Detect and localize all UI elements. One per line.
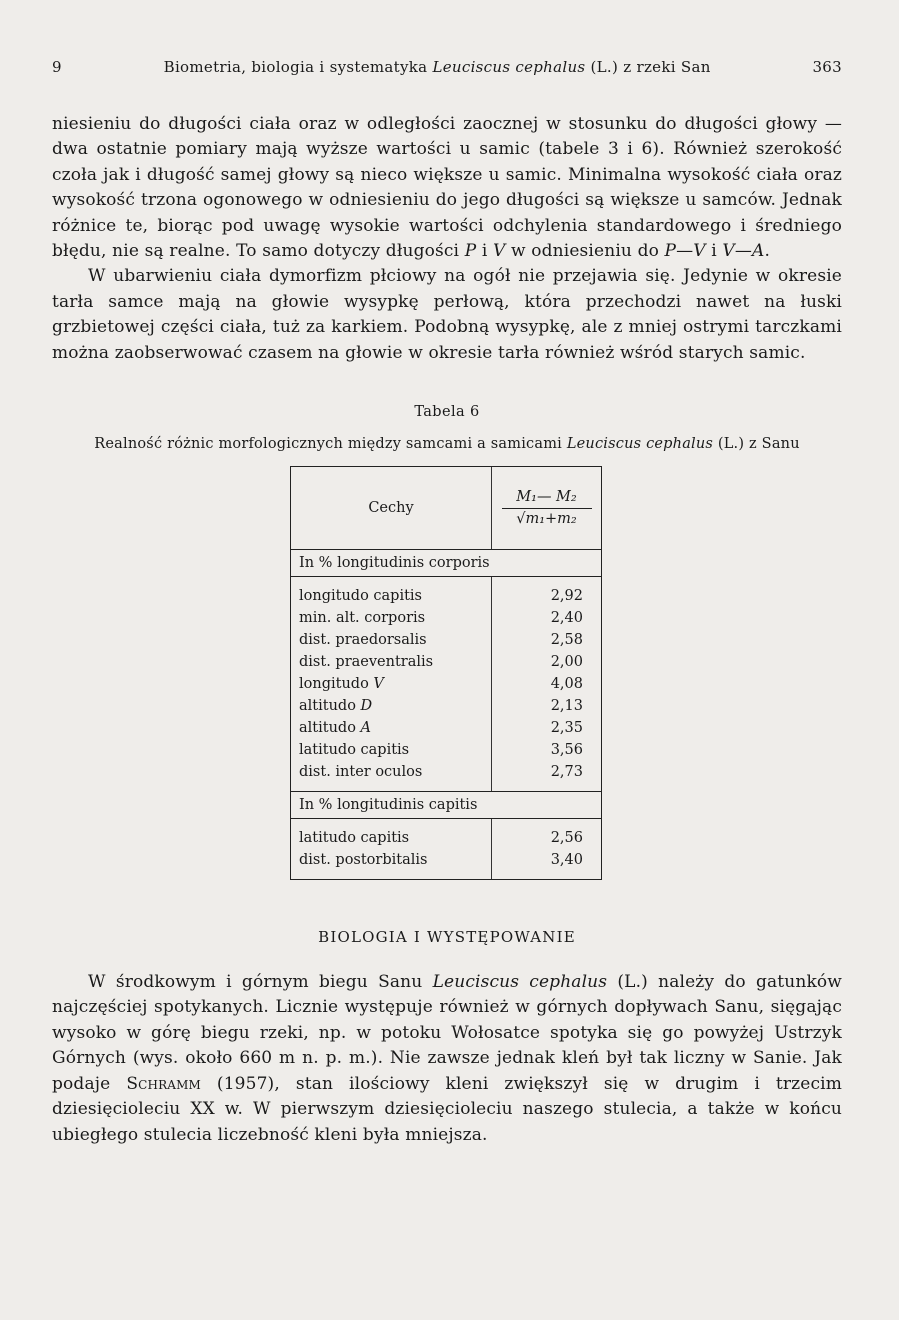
section-head-length-rows [291, 819, 601, 879]
table-label: Tabela 6 [414, 404, 480, 421]
row-value: 2,40 [550, 610, 583, 627]
row-value: 3,40 [550, 852, 583, 869]
column-header-formula [492, 467, 601, 549]
formula-denominator: √m₁+m₂ [516, 511, 577, 528]
row-label: latitudo capitis [299, 830, 410, 847]
species-name: Leuciscus cephalus [432, 972, 608, 993]
row-label: min. alt. corporis [299, 610, 426, 627]
paragraph-2: W ubarwieniu ciała dymorfizm płciowy na ogół nie przejawia się. Jedynie w okresie tarła samce mają na głowie wysypkę perłową, która przechodzi nawet na łuski grzbietowej części ciała, tuż za karkiem. Podobną wysypkę, ale z mniej ostrymi tarczkami można zaobserwować czasem na głowie w okresie tarła również wśród starych samic. [52, 266, 842, 363]
author-name: Schramm [126, 1073, 201, 1094]
page-number: 363 [812, 58, 842, 76]
row-label: dist. praeventralis [299, 654, 434, 671]
body-text-top [52, 112, 842, 366]
row-label: altitudo D [299, 698, 373, 715]
row-value: 2,00 [550, 654, 583, 671]
column-header-features: Cechy [291, 467, 492, 549]
page [52, 58, 842, 1148]
row-label: dist. praedorsalis [299, 632, 427, 649]
section-header-body-length: In % longitudinis corporis [291, 550, 601, 577]
row-label: altitudo A [299, 720, 372, 737]
row-value: 3,56 [550, 742, 583, 759]
header-title: Biometria, biologia i systematyka Leuciscus cephalus (L.) z rzeki San [163, 58, 711, 76]
section-body-length-rows [291, 577, 601, 792]
row-label: longitudo capitis [299, 588, 423, 605]
header-species: Leuciscus cephalus [432, 58, 586, 76]
table-caption: Realność różnic morfologicznych między samcami a samicami Leuciscus cephalus (L.) z Sanu [94, 436, 800, 453]
formula-numerator: M₁— M₂ [516, 489, 577, 506]
row-label: dist. postorbitalis [299, 852, 428, 869]
header-left-number: 9 [52, 58, 62, 76]
section-title: BIOLOGIA I WYSTĘPOWANIE [318, 928, 576, 947]
row-value: 2,58 [550, 632, 583, 649]
section-header-head-length: In % longitudinis capitis [291, 792, 601, 819]
row-value: 2,56 [550, 830, 583, 847]
row-value: 2,35 [550, 720, 583, 737]
row-value: 2,13 [550, 698, 583, 715]
row-value: 2,73 [550, 764, 583, 781]
running-head [52, 58, 842, 76]
row-label: dist. inter oculos [299, 764, 423, 781]
row-value: 2,92 [550, 588, 583, 605]
body-text-bottom [52, 970, 842, 1148]
row-value: 4,08 [550, 676, 583, 693]
paragraph-1: niesieniu do długości ciała oraz w odległości zaocznej w stosunku do długości głowy — dwa ostatnie pomiary mają wyższe wartości u samic (tabele 3 i 6). Również szerokość czoła jak i długość samej głowy są nieco większe u samic. Minimalna wysokość ciała oraz wysokość trzona ogonowego w odniesieniu do jego długości są większe u samców. Jednak różnice te, biorąc pod uwagę wysokie wartości odchylenia standardowego i średniego błędu, nie są realne. To samo dotyczy długości P i V w odniesieniu do P—V i V—A. [52, 114, 842, 262]
paragraph-3: W środkowym i górnym biegu Sanu Leuciscus cephalus (L.) należy do gatunków najczęściej spotykanych. Licznie występuje również w górnych dopływach Sanu, sięgając wysoko w górę biegu rzeki, np. w potoku Wołosatce spotyka się go powyżej Ustrzyk Górnych (wys. około 660 m n. p. m.). Nie zawsze jednak kleń był tak liczny w Sanie. Jak podaje Schramm (1957), stan ilościowy kleni zwiększył się w drugim i trzecim dziesięcioleciu XX w. W pierwszym dziesięcioleciu naszego stulecia, a także w końcu ubiegłego stulecia liczebność kleni była mniejsza. [52, 972, 842, 1145]
row-label: latitudo capitis [299, 742, 410, 759]
data-table [290, 466, 602, 880]
table-header [291, 467, 601, 550]
row-label: longitudo V [299, 676, 384, 693]
